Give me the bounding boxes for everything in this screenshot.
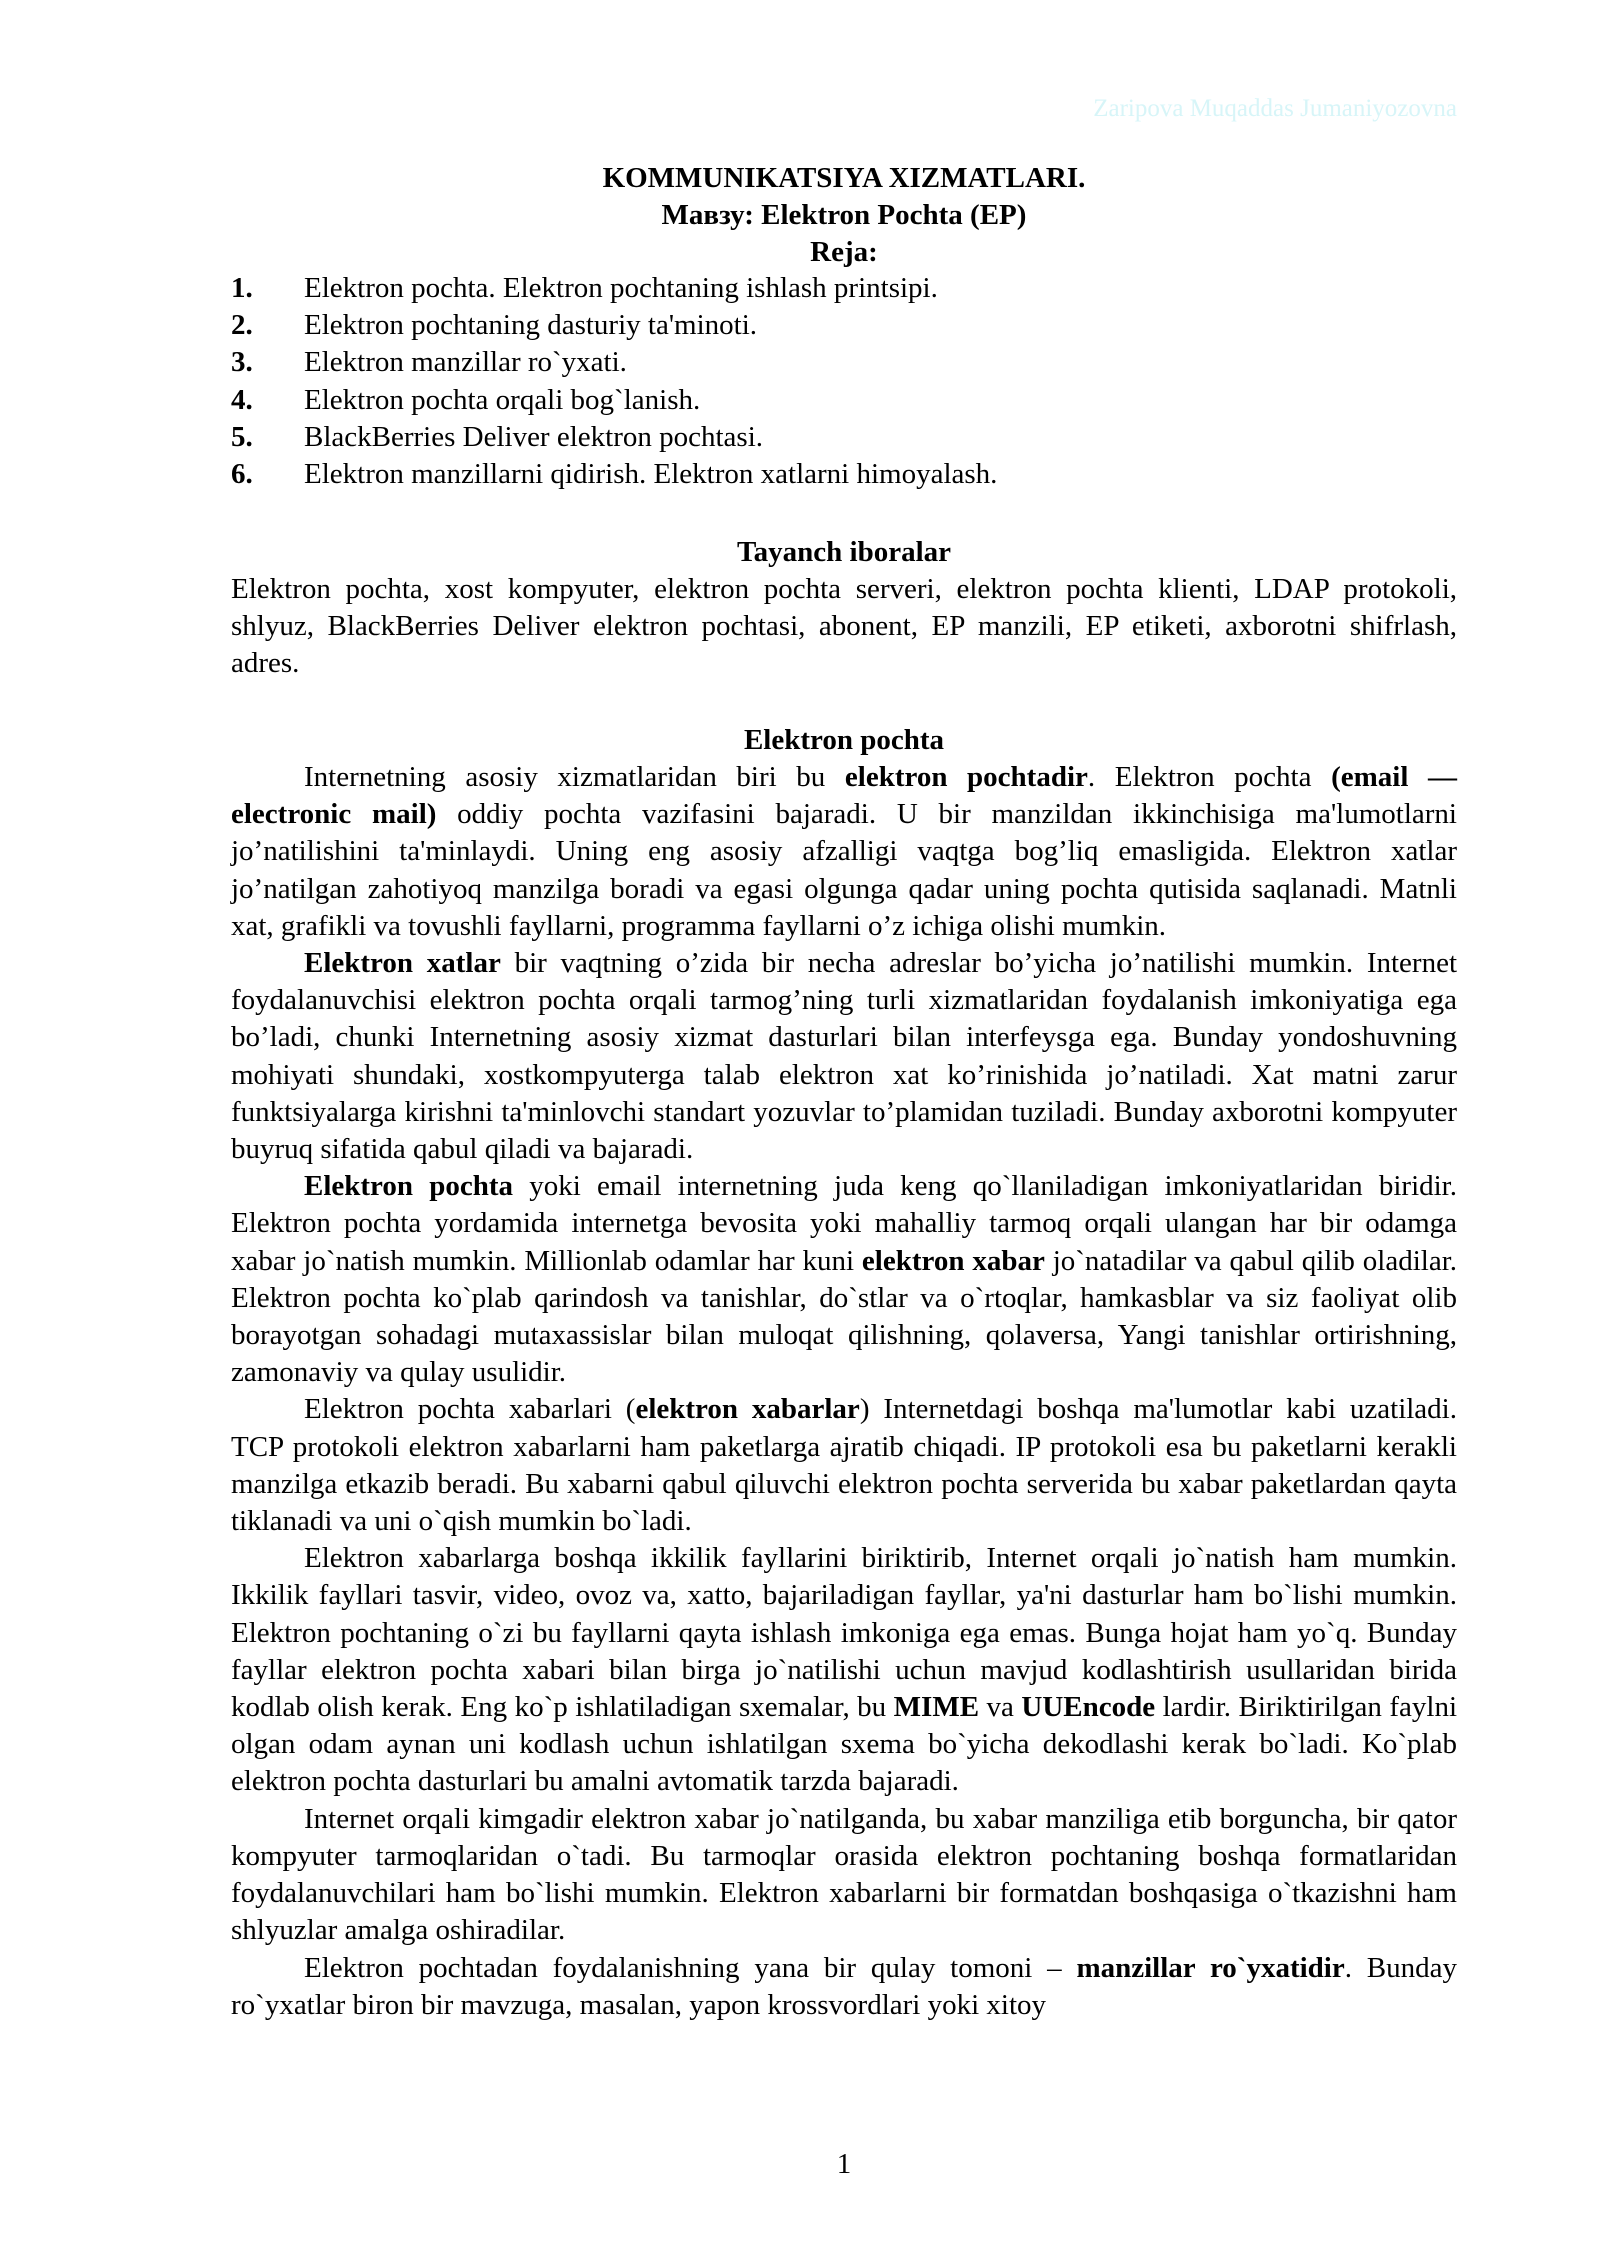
- plan-item-text: BlackBerries Deliver elektron pochtasi.: [304, 420, 764, 453]
- plan-list: [231, 270, 1457, 493]
- plan-heading: Reja:: [810, 236, 878, 268]
- text-run: Internetning asosiy xizmatlaridan biri bu: [304, 761, 845, 793]
- keywords-heading: Tayanch iboralar: [736, 536, 952, 568]
- bold-term: Elektron xatlar: [304, 947, 501, 980]
- plan-item-number: 4.: [231, 383, 253, 416]
- plan-item-number: 6.: [231, 458, 253, 491]
- plan-item: [231, 456, 1457, 493]
- section-heading: Elektron pochta: [743, 724, 945, 756]
- text-run: yoki email internetning juda keng qo`llaniladigan imkoniyatlaridan biridir. Elektron pochta yordamida internetga bevosita yoki mahalliy tarmoq orqali ulangan har bir odamga xabar jo`natish mumkin. Millionlab odamlar har kuni: [231, 1170, 1457, 1277]
- plan-item: [231, 419, 1457, 456]
- plan-item: [231, 307, 1457, 344]
- text-run: va: [979, 1691, 1022, 1724]
- keywords-paragraph: Elektron pochta, xost kompyuter, elektron pochta serveri, elektron pochta klienti, LDAP protokoli, shlyuz, BlackBerries Deliver elektron pochtasi, abonent, EP manzili, EP etiketi, axborotni shifrlash, adres.: [231, 573, 1457, 680]
- text-run: ) Internetdagi boshqa ma'lumotlar kabi uzatiladi. TCP protokoli elektron xabarlarni ham paketlarga ajratib chiqadi. IP protokoli esa bu paketlarni kerakli manzilga etkazib beradi. Bu xabarni qabul qiluvchi elektron pochta serverida bu xabar paketlardan qayta tiklanadi va uni o`qish mumkin bo`ladi.: [231, 1393, 1457, 1538]
- text-run: oddiy pochta vazifasini bajaradi. U bir manzildan ikkinchisiga ma'lumotlarni jo’natilishini ta'minlaydi. Uning eng asosiy afzalligi vaqtga bog’liq emasligida. Elektron xatlar jo’natilgan zahotiyoq manzilga boradi va egasi olgunga qadar uning pochta qutisida saqlanadi. Matnli xat, grafikli va tovushli fayllarni, programma fayllarni o’z ichiga olishi mumkin.: [231, 798, 1457, 942]
- paragraph-5: [231, 1540, 1457, 1800]
- plan-item-number: 5.: [231, 420, 253, 453]
- paragraph-6: [231, 1801, 1457, 1950]
- plan-item-text: Elektron pochta. Elektron pochtaning ishlash printsipi.: [304, 272, 938, 304]
- plan-item: [231, 344, 1457, 381]
- paragraph-1: [231, 759, 1457, 945]
- bold-term: elektron pochtadir: [844, 761, 1088, 793]
- text-run: bir vaqtning o’zida bir necha adreslar bo’yicha jo’natilishi mumkin. Internet foydalanuvchisi elektron pochta orqali tarmog’ning turli xizmatlaridan foydalanish imkoniyatiga ega bo’ladi, chunki Internetning asosiy xizmat dasturlari bilan interfeysga ega. Bunday yondoshuvning mohiyati shundaki, xostkompyuterga talab elektron xat ko’rinishida jo’natiladi. Xat matni zarur funktsiyalarga kirishni ta'minlovchi standart yozuvlar to’plamidan tuziladi. Bunday axborotni kompyuter buyruq sifatida qabul qiladi va bajaradi.: [231, 947, 1457, 1166]
- keywords-text: [231, 571, 1457, 683]
- paragraph-4: [231, 1391, 1457, 1540]
- plan-item-number: 2.: [231, 309, 253, 342]
- plan-item-number: 3.: [231, 346, 253, 379]
- text-run: jo`natadilar va qabul qilib oladilar. Elektron pochta ko`plab qarindosh va tanishlar, do`stlar va o`rtoqlar, hamkasblar va siz faoliyat olib borayotgan sohadagi mutaxassislar bilan muloqat qilishning, qolaversa, Yangi tanishlar ortirishning, zamonaviy va qulay usulidir.: [231, 1244, 1458, 1389]
- bold-term: (email — electronic mail): [231, 761, 1457, 831]
- text-run: Internet orqali kimgadir elektron xabar jo`natilganda, bu xabar manziliga etib borguncha, bir qator kompyuter tarmoqlaridan o`tadi. Bu tarmoqlar orasida elektron pochtaning boshqa formatlaridan foydalanuvchilari ham bo`lishi mumkin. Elektron xabarlarni bir formatdan boshqasiga o`tkazishni ham shlyuzlar amalga oshiradilar.: [231, 1802, 1457, 1947]
- paragraph-7: [231, 1950, 1457, 2024]
- plan-item: [231, 270, 1457, 307]
- section-body: [231, 759, 1457, 2024]
- plan-item-number: 1.: [231, 272, 253, 304]
- watermark-author: Zaripova Muqaddas Jumaniyozovna: [1093, 95, 1457, 122]
- text-run: . Bunday ro`yxatlar biron bir mavzuga, masalan, yapon krossvordlari yoki xitoy: [231, 1951, 1457, 2021]
- document-title: KOMMUNIKATSIYA XIZMATLARI.: [602, 162, 1086, 194]
- plan-item-text: Elektron pochtaning dasturiy ta'minoti.: [304, 309, 758, 342]
- topic-title: Мавзу: Elektron Pochta (EP): [661, 199, 1027, 231]
- plan-item: [231, 382, 1457, 419]
- bold-term: MIME: [893, 1691, 980, 1724]
- paragraph-2: [231, 945, 1457, 1168]
- text-run: . Elektron pochta: [1087, 761, 1332, 793]
- bold-term: Elektron pochta: [304, 1170, 514, 1203]
- bold-term: manzillar ro`yxatidir: [1076, 1951, 1345, 1984]
- text-run: Elektron pochta xabarlari (: [304, 1393, 636, 1426]
- bold-term: elektron xabarlar: [635, 1393, 860, 1426]
- plan-item-text: Elektron pochta orqali bog`lanish.: [304, 383, 701, 416]
- page-number: 1: [836, 2148, 852, 2180]
- text-run: Elektron pochtadan foydalanishning yana bir qulay tomoni –: [304, 1951, 1077, 1984]
- plan-item-text: Elektron manzillarni qidirish. Elektron xatlarni himoyalash.: [304, 458, 998, 491]
- paragraph-3: [231, 1168, 1457, 1391]
- text-run: lardir. Biriktirilgan faylni olgan odam aynan uni kodlash uchun ishlatilgan sxema bo`yicha dekodlashi kerak bo`ladi. Ko`plab elektron pochta dasturlari bu amalni avtomatik tarzda bajaradi.: [231, 1691, 1458, 1798]
- plan-item-text: Elektron manzillar ro`yxati.: [304, 346, 627, 379]
- bold-term: elektron xabar: [861, 1244, 1045, 1277]
- text-run: Elektron xabarlarga boshqa ikkilik fayllarini biriktirib, Internet orqali jo`natish ham mumkin. Ikkilik fayllari tasvir, video, ovoz va, xatto, bajariladigan fayllar, ya'ni dasturlar ham bo`lishi mumkin. Elektron pochtaning o`zi bu fayllarni qayta ishlash imkoniga ega emas. Bunga hojat ham yo`q. Bunday fayllar elektron pochta xabari bilan birga jo`natilishi uchun mavjud kodlashtirish usullaridan birida kodlab olish kerak. Eng ko`p ishlatiladigan sxemalar, bu: [231, 1542, 1457, 1724]
- bold-term: UUEncode: [1021, 1691, 1156, 1724]
